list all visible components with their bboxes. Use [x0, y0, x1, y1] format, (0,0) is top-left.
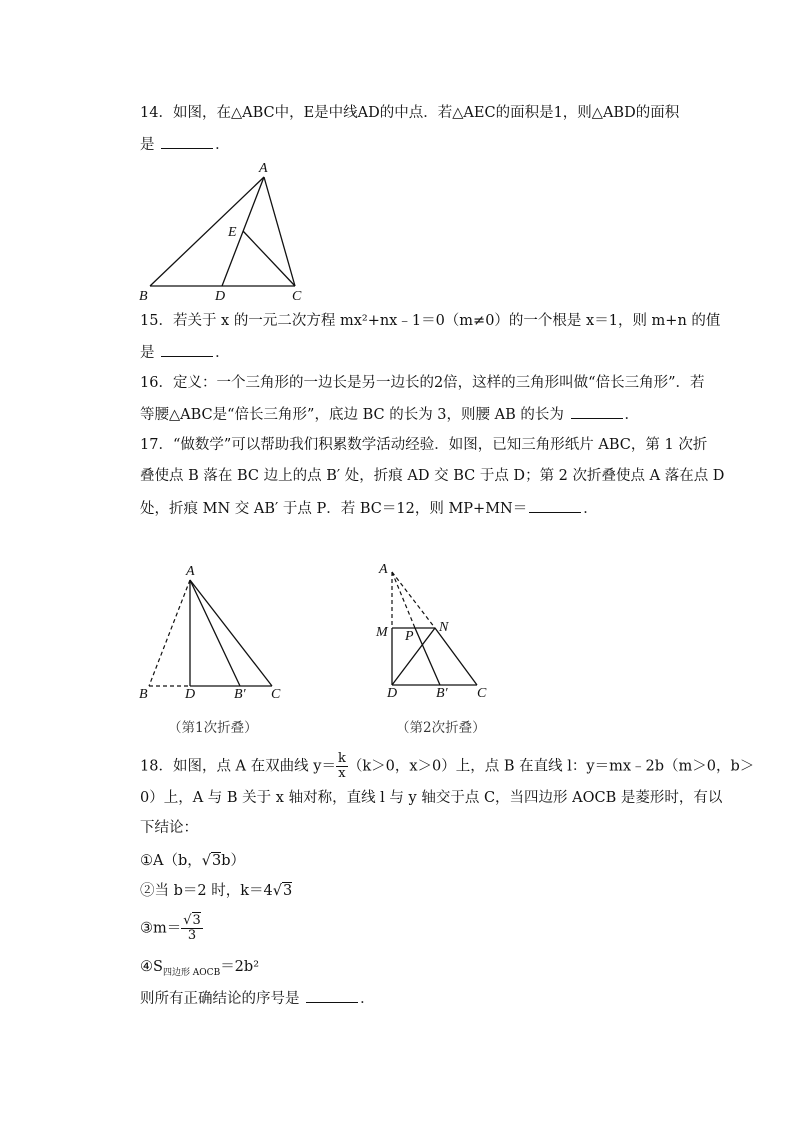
q17-fig2-label-p: P: [405, 629, 414, 644]
q17-fig2-label-bp: B′: [436, 686, 448, 701]
q18-conclusion-4: [140, 957, 259, 983]
q16-line1: 16．定义：一个三角形的一边长是另一边长的2倍，这样的三角形叫做“倍长三角形”．若: [140, 375, 705, 391]
q18-frac-num: k: [337, 751, 346, 766]
q17-fig2-segment-pbp: [415, 628, 440, 685]
q17-fig1-label-b: B: [139, 687, 148, 702]
q18-c3-start: ③m＝: [140, 920, 182, 937]
q18-line3: 下结论：: [140, 820, 198, 836]
q18-conclusion-1: ①A（b，√3b）: [140, 853, 246, 869]
q17-line1: 17．“做数学”可以帮助我们积累数学活动经验．如图，已知三角形纸片 ABC，第 1 次折: [140, 437, 708, 453]
q18-c2-sqrt: 3: [283, 883, 293, 899]
q17-fig2-dashed-an: [392, 572, 435, 628]
q17-fig2-side-nc: [435, 628, 477, 685]
q18-c3-fraction: [181, 914, 203, 943]
q17-fig1-dashed-ab: [149, 580, 190, 686]
q17-fig2-caption: （第2次折叠）: [396, 720, 486, 736]
q14-line2-prefix: 是: [140, 137, 155, 153]
q18-c1-start: ①A（b，: [140, 853, 202, 869]
q18-line1-end: （k＞0，x＞0）上，点 B 在直线 l：y＝mx﹣2b（m＞0，b＞: [347, 758, 755, 775]
q14-label-d: D: [215, 289, 226, 304]
q18-fraction-k-over-x: [336, 752, 348, 781]
q17-fig1-label-c: C: [271, 687, 281, 702]
q18-final-text: 则所有正确结论的序号是: [140, 991, 300, 1007]
q17-line3-text: 处，折痕 MN 交 AB′ 于点 P．若 BC＝12，则 MP+MN＝: [140, 501, 528, 517]
q14-line2: 是 ．: [140, 134, 230, 155]
q17-fig2-dashed-ap: [392, 572, 415, 628]
q17-fig1-label-bp: B′: [234, 687, 246, 702]
q18-line1-start: 18．如图，点 A 在双曲线 y＝: [140, 758, 336, 775]
q17-fig2-label-n: N: [439, 620, 449, 635]
q18-c4-start: ④S: [140, 959, 163, 975]
q17-fig2-label-d: D: [387, 686, 398, 701]
q14-label-e: E: [228, 225, 237, 240]
q17-fig1-label-a: A: [186, 564, 195, 579]
q18-frac-den: x: [338, 766, 346, 781]
q18-c3-den: 3: [187, 928, 197, 943]
q17-fig2-label-a: A: [379, 562, 388, 577]
q18-c4-end: ＝2b²: [220, 959, 260, 975]
q15-line2-prefix: 是: [140, 345, 155, 361]
q18-conclusion-3: [140, 914, 203, 943]
q17-fig2-label-c: C: [477, 686, 487, 701]
q15-line2: 是 ．: [140, 342, 230, 363]
q16-line2-text: 等腰△ABC是“倍长三角形”，底边 BC 的长为 3，则腰 AB 的长为: [140, 407, 564, 423]
q14-label-a: A: [259, 161, 268, 176]
q18-line2: 0）上，A 与 B 关于 x 轴对称，直线 l 与 y 轴交于点 C，当四边形 AOCB 是菱形时，有以: [140, 790, 723, 806]
q17-line2: 叠使点 B 落在 BC 边上的点 B′ 处，折痕 AD 交 BC 于点 D；第 2 次折叠使点 A 落在点 D: [140, 468, 725, 484]
q17-line3: 处，折痕 MN 交 AB′ 于点 P．若 BC＝12，则 MP+MN＝ ．: [140, 498, 598, 519]
q18-answer-blank[interactable]: [306, 988, 358, 1003]
q18-c4-sub: 四边形 AOCB: [162, 967, 221, 978]
q18-c3-num: √3: [183, 913, 201, 928]
q18-c3-num-sqrt: 3: [192, 913, 201, 928]
q16-line2: 等腰△ABC是“倍长三角形”，底边 BC 的长为 3，则腰 AB 的长为 ．: [140, 404, 639, 425]
q14-label-c: C: [292, 289, 302, 304]
q15-line1: 15．若关于 x 的一元二次方程 mx²+nx﹣1＝0（m≠0）的一个根是 x＝1，则 m+n 的值: [140, 313, 721, 329]
q16-answer-blank[interactable]: [571, 404, 623, 419]
q14-line1: 14．如图，在△ABC中，E是中线AD的中点．若△AEC的面积是1，则△ABD的面积: [140, 105, 680, 121]
q17-fig1-caption: （第1次折叠）: [168, 720, 258, 736]
q17-fig1-side-abp: [190, 580, 240, 686]
q18-c1-end: b）: [221, 853, 246, 869]
q18-final-line: 则所有正确结论的序号是 ．: [140, 988, 375, 1009]
q17-answer-blank[interactable]: [529, 498, 581, 513]
q17-fig1-side-ac: [190, 580, 272, 686]
q14-label-b: B: [139, 289, 148, 304]
q18-c2-start: ②当 b＝2 时，k＝4: [140, 883, 273, 899]
q18-line1: [140, 752, 754, 781]
q17-fig1-label-d: D: [185, 687, 196, 702]
q18-conclusion-2: ②当 b＝2 时，k＝4√3: [140, 883, 293, 899]
q15-answer-blank[interactable]: [161, 342, 213, 357]
q17-fig2-label-m: M: [376, 625, 388, 640]
q18-c1-sqrt: 3: [212, 853, 222, 869]
q14-side-ab: [150, 177, 264, 286]
